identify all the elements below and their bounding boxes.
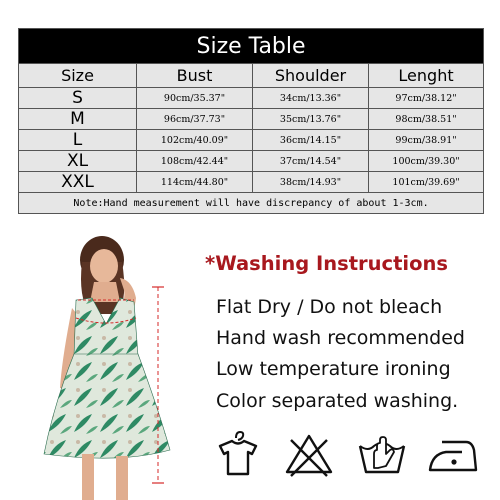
size-cell: XXL bbox=[19, 172, 137, 193]
size-cell: XL bbox=[19, 151, 137, 172]
table-note: Note:Hand measurement will have discrepancy of about 1-3cm. bbox=[19, 193, 484, 214]
size-table bbox=[18, 28, 484, 214]
low-temperature-iron-icon bbox=[428, 428, 480, 480]
model-photo bbox=[20, 228, 200, 500]
model-left-leg bbox=[82, 454, 94, 500]
bust-cell: 114cm/44.80" bbox=[137, 172, 253, 193]
table-row bbox=[19, 130, 484, 151]
length-cell: 101cm/39.69" bbox=[369, 172, 484, 193]
shoulder-cell: 38cm/14.93" bbox=[253, 172, 369, 193]
shoulder-cell: 36cm/14.15" bbox=[253, 130, 369, 151]
wash-instruction-line: Hand wash recommended bbox=[216, 327, 465, 349]
column-header-length: Lenght bbox=[369, 64, 484, 88]
do-not-bleach-icon bbox=[283, 428, 335, 480]
column-header-bust: Bust bbox=[137, 64, 253, 88]
bust-cell: 96cm/37.73" bbox=[137, 109, 253, 130]
length-cell: 98cm/38.51" bbox=[369, 109, 484, 130]
model-face bbox=[90, 249, 118, 283]
table-title: Size Table bbox=[19, 29, 484, 64]
size-cell: L bbox=[19, 130, 137, 151]
table-row bbox=[19, 88, 484, 109]
bust-cell: 90cm/35.37" bbox=[137, 88, 253, 109]
bust-cell: 108cm/42.44" bbox=[137, 151, 253, 172]
column-header-size: Size bbox=[19, 64, 137, 88]
column-header-shoulder: Shoulder bbox=[253, 64, 369, 88]
model-chest bbox=[90, 282, 120, 302]
table-row bbox=[19, 172, 484, 193]
shoulder-cell: 35cm/13.76" bbox=[253, 109, 369, 130]
hanging-dry-icon bbox=[212, 428, 264, 480]
washing-instructions-title: *Washing Instructions bbox=[205, 252, 448, 275]
wash-instruction-line: Low temperature ironing bbox=[216, 358, 451, 380]
wash-instruction-line: Color separated washing. bbox=[216, 390, 459, 412]
hand-wash-icon bbox=[356, 428, 408, 480]
bust-cell: 102cm/40.09" bbox=[137, 130, 253, 151]
size-cell: M bbox=[19, 109, 137, 130]
length-cell: 99cm/38.91" bbox=[369, 130, 484, 151]
table-row bbox=[19, 151, 484, 172]
length-measure-line bbox=[148, 285, 168, 485]
table-row bbox=[19, 109, 484, 130]
table-note-row bbox=[19, 193, 484, 214]
table-header-row bbox=[19, 64, 484, 88]
table-title-row bbox=[19, 29, 484, 64]
size-cell: S bbox=[19, 88, 137, 109]
length-cell: 97cm/38.12" bbox=[369, 88, 484, 109]
length-cell: 100cm/39.30" bbox=[369, 151, 484, 172]
shoulder-cell: 34cm/13.36" bbox=[253, 88, 369, 109]
shoulder-cell: 37cm/14.54" bbox=[253, 151, 369, 172]
model-right-leg bbox=[116, 456, 128, 500]
wash-instruction-line: Flat Dry / Do not bleach bbox=[216, 296, 443, 318]
